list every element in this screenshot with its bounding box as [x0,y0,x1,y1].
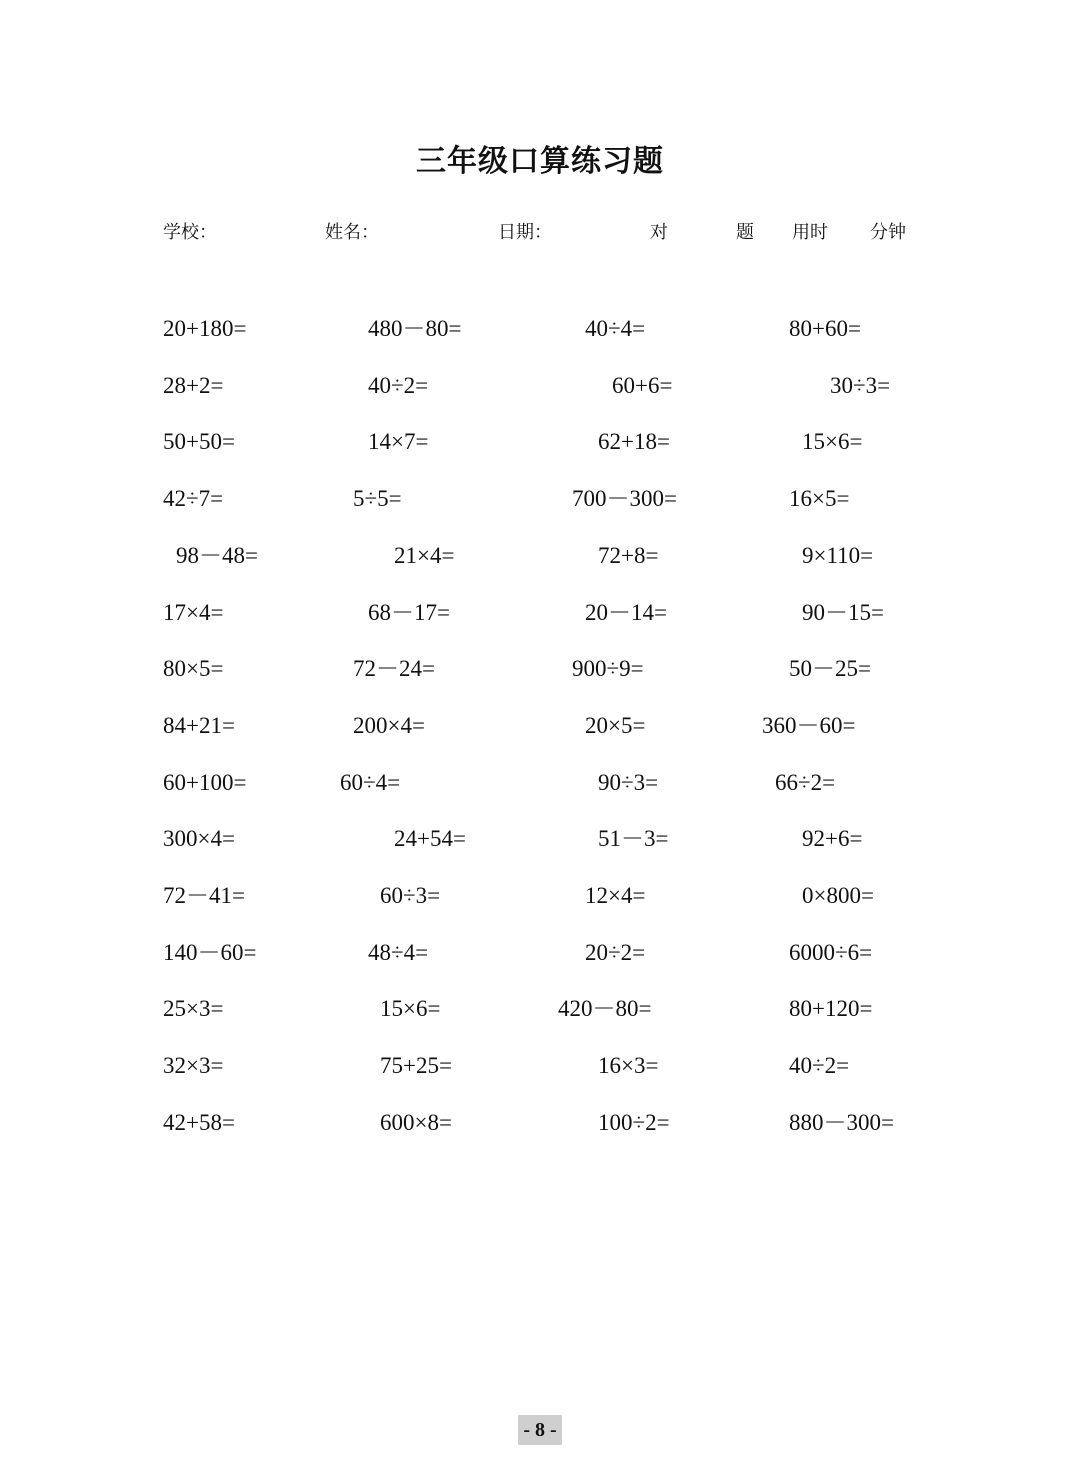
problem-r11-c4: 0×800= [802,883,874,908]
problem-r14-c4: 40÷2= [789,1053,850,1078]
problem-r5-c1: 98－48= [176,543,258,568]
problem-r6-c1: 17×4= [163,600,224,625]
date-label: 日期： [498,222,552,243]
school-label: 学校： [163,222,217,243]
problem-r4-c3: 700－300= [572,486,677,511]
problem-r8-c2: 200×4= [353,713,425,738]
problem-r6-c3: 20－14= [585,600,667,625]
problem-r12-c4: 6000÷6= [789,940,873,965]
problem-r1-c4: 80+60= [789,316,861,341]
problem-r1-c3: 40÷4= [585,316,646,341]
name-label: 姓名： [325,222,379,243]
problem-r6-c2: 68－17= [368,600,450,625]
problem-r8-c1: 84+21= [163,713,235,738]
problem-r11-c1: 72－41= [163,883,245,908]
correct-label: 对 [650,222,668,243]
questions-label: 题 [736,222,754,243]
problem-r4-c4: 16×5= [789,486,850,511]
problem-r9-c3: 90÷3= [598,770,659,795]
time-used-label: 用时 [792,222,828,243]
problem-r11-c3: 12×4= [585,883,646,908]
problem-r13-c4: 80+120= [789,996,873,1021]
problem-r10-c3: 51－3= [598,826,669,851]
problem-r4-c1: 42÷7= [163,486,224,511]
problem-r3-c4: 15×6= [802,429,863,454]
problem-r12-c2: 48÷4= [368,940,429,965]
page-title: 三年级口算练习题 [416,144,664,179]
problem-r3-c2: 14×7= [368,429,429,454]
problem-r10-c1: 300×4= [163,826,235,851]
problem-r4-c2: 5÷5= [353,486,402,511]
problem-r7-c3: 900÷9= [572,656,644,681]
problem-r10-c2: 24+54= [394,826,466,851]
problem-r6-c4: 90－15= [802,600,884,625]
problem-r5-c4: 9×110= [802,543,874,568]
problem-r15-c3: 100÷2= [598,1110,670,1135]
problem-r14-c1: 32×3= [163,1053,224,1078]
problem-r2-c2: 40÷2= [368,373,429,398]
problem-r5-c2: 21×4= [394,543,455,568]
problem-r8-c3: 20×5= [585,713,646,738]
problem-r9-c1: 60+100= [163,770,247,795]
problem-r13-c1: 25×3= [163,996,224,1021]
problem-r2-c3: 60+6= [612,373,673,398]
problem-r11-c2: 60÷3= [380,883,441,908]
problem-r15-c4: 880－300= [789,1110,894,1135]
problem-r1-c2: 480－80= [368,316,462,341]
problem-r13-c2: 15×6= [380,996,441,1021]
problem-r9-c2: 60÷4= [340,770,401,795]
problem-r3-c3: 62+18= [598,429,670,454]
problem-r13-c3: 420－80= [558,996,652,1021]
page-number: - 8 - [518,1415,562,1445]
problem-r2-c1: 28+2= [163,373,224,398]
problem-r15-c1: 42+58= [163,1110,235,1135]
problem-r2-c4: 30÷3= [830,373,891,398]
problem-r12-c1: 140－60= [163,940,257,965]
minutes-label: 分钟 [870,222,906,243]
problem-r14-c2: 75+25= [380,1053,452,1078]
problem-r1-c1: 20+180= [163,316,247,341]
problem-r9-c4: 66÷2= [775,770,836,795]
problem-r7-c1: 80×5= [163,656,224,681]
problem-r8-c4: 360－60= [762,713,856,738]
problem-r14-c3: 16×3= [598,1053,659,1078]
problem-r7-c2: 72－24= [353,656,435,681]
problem-r15-c2: 600×8= [380,1110,452,1135]
problem-r7-c4: 50－25= [789,656,871,681]
problem-r5-c3: 72+8= [598,543,659,568]
problem-r12-c3: 20÷2= [585,940,646,965]
problem-r10-c4: 92+6= [802,826,863,851]
problem-r3-c1: 50+50= [163,429,235,454]
